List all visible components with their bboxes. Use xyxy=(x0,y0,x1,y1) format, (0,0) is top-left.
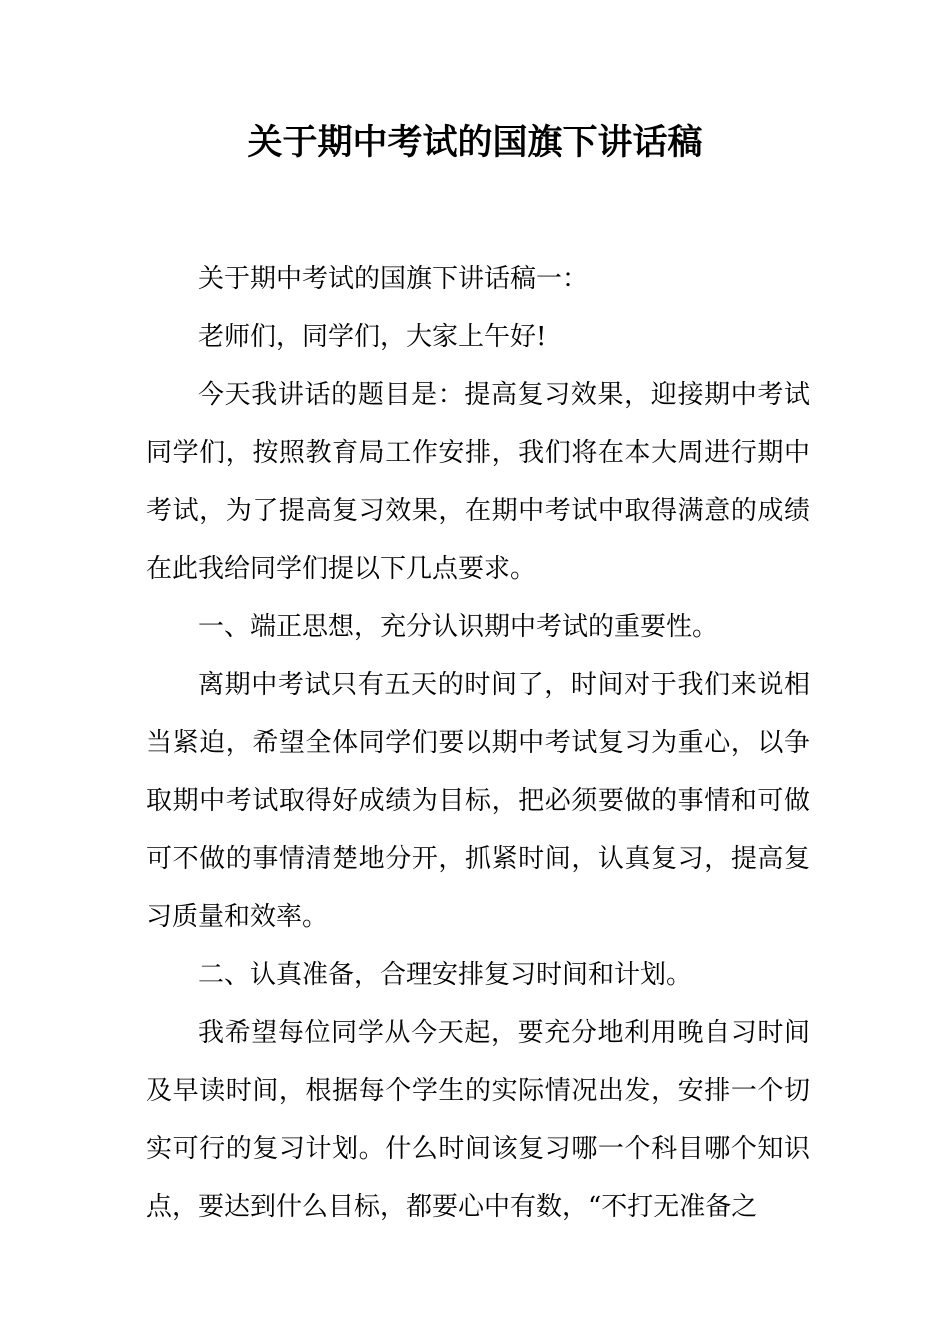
document-body xyxy=(146,250,810,1236)
paragraph-heading-intro: 关于期中考试的国旗下讲话稿一： xyxy=(198,264,589,294)
paragraph-point-one-body: 离期中考试只有五天的时间了，时间对于我们来说相当紧迫，希望全体同学们要以期中考试复习为重心，以争取期中考试取得好成绩为目标，把必须要做的事情和可做可不做的事情清楚地分开，抓紧时间，认真复习，提高复习质量和效率。 xyxy=(146,670,810,932)
paragraph-topic: 今天我讲话的题目是：提高复习效果，迎接期中考试同学们，按照教育局工作安排，我们将在本大周进行期中考试，为了提高复习效果，在期中考试中取得满意的成绩在此我给同学们提以下几点要求。 xyxy=(146,380,810,584)
paragraph-greeting: 老师们，同学们，大家上午好! xyxy=(198,322,547,352)
paragraph-point-one-heading: 一、端正思想，充分认识期中考试的重要性。 xyxy=(198,612,719,642)
document-title: 关于期中考试的国旗下讲话稿 xyxy=(247,123,703,163)
paragraph-point-two-body: 我希望每位同学从今天起，要充分地利用晚自习时间及早读时间，根据每个学生的实际情况出发，安排一个切实可行的复习计划。什么时间该复习哪一个科目哪个知识点，要达到什么目标，都要心中有数，“不打无准备之 xyxy=(146,1018,810,1222)
paragraph-point-two-heading: 二、认真准备，合理安排复习时间和计划。 xyxy=(198,960,693,990)
